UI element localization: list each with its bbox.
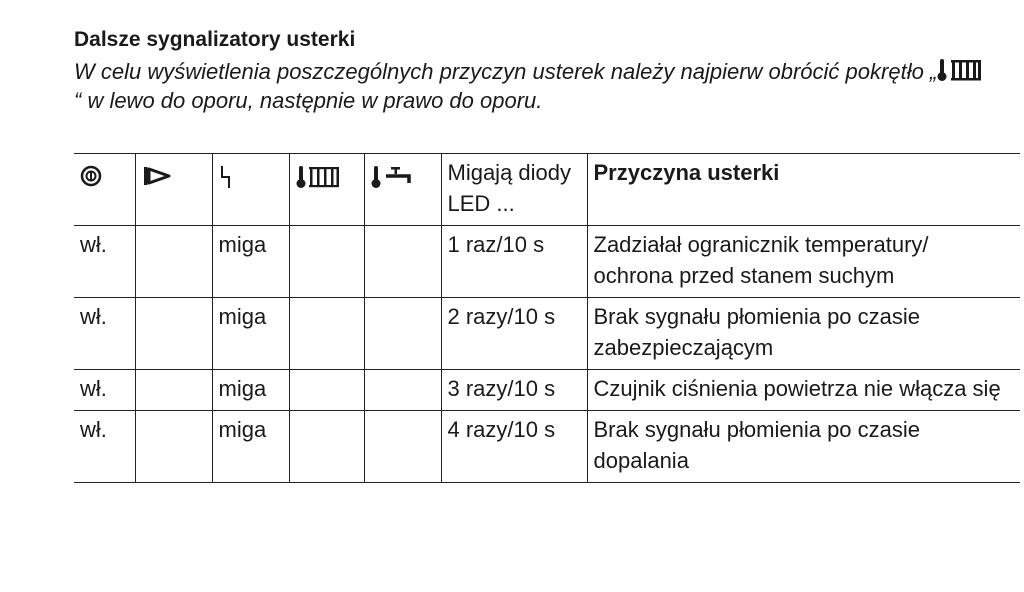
header-burner: [135, 154, 212, 226]
cell-burner: [135, 370, 212, 411]
header-cause: Przyczyna usterki: [587, 154, 1020, 226]
cell-cause: Brak sygnału płomienia po czasie zabezpieczającym: [587, 298, 1020, 370]
cell-power: wł.: [74, 298, 135, 370]
cell-power: wł.: [74, 370, 135, 411]
cell-blink-rate: 3 razy/10 s: [441, 370, 587, 411]
intro-text-before: W celu wyświetlenia poszczególnych przyczyn usterek należy najpierw obrócić pokrętło „: [74, 59, 938, 84]
cell-hot-water: [364, 411, 441, 483]
cell-power: wł.: [74, 411, 135, 483]
fault-lightning-icon: [219, 165, 233, 189]
thermometer-tap-icon: [371, 165, 417, 189]
table-row: [74, 226, 1020, 298]
cell-fault: miga: [212, 370, 289, 411]
table-row: [74, 411, 1020, 483]
cell-heating: [289, 411, 364, 483]
header-heating: [289, 154, 364, 226]
cell-blink-rate: 2 razy/10 s: [441, 298, 587, 370]
intro-text-after: “ w lewo do oporu, następnie w prawo do oporu.: [74, 88, 543, 113]
power-icon: [80, 165, 102, 187]
cell-blink-rate: 4 razy/10 s: [441, 411, 587, 483]
intro-text: [74, 57, 994, 115]
section-heading: Dalsze sygnalizatory usterki: [74, 28, 356, 51]
cell-burner: [135, 411, 212, 483]
cell-blink-rate: 1 raz/10 s: [441, 226, 587, 298]
cell-burner: [135, 226, 212, 298]
cell-cause: Czujnik ciśnienia powietrza nie włącza się: [587, 370, 1020, 411]
cell-heating: [289, 226, 364, 298]
burner-flame-icon: [142, 165, 172, 187]
cell-hot-water: [364, 370, 441, 411]
cell-heating: [289, 298, 364, 370]
cell-fault: miga: [212, 298, 289, 370]
cell-cause: Zadziałał ogranicznik temperatury/ ochrona przed stanem suchym: [587, 226, 1020, 298]
cell-burner: [135, 298, 212, 370]
cell-hot-water: [364, 298, 441, 370]
cell-fault: miga: [212, 411, 289, 483]
table-row: [74, 298, 1020, 370]
cell-heating: [289, 370, 364, 411]
thermometer-radiator-icon: [296, 165, 342, 189]
table-row: [74, 370, 1020, 411]
header-fault: [212, 154, 289, 226]
thermometer-radiator-icon: [937, 58, 985, 82]
fault-table: [74, 153, 1020, 483]
cell-fault: miga: [212, 226, 289, 298]
cell-power: wł.: [74, 226, 135, 298]
header-power: [74, 154, 135, 226]
header-leds: Migają diody LED ...: [441, 154, 587, 226]
cell-cause: Brak sygnału płomienia po czasie dopalania: [587, 411, 1020, 483]
cell-hot-water: [364, 226, 441, 298]
header-hot-water: [364, 154, 441, 226]
table-header-row: [74, 154, 1020, 226]
